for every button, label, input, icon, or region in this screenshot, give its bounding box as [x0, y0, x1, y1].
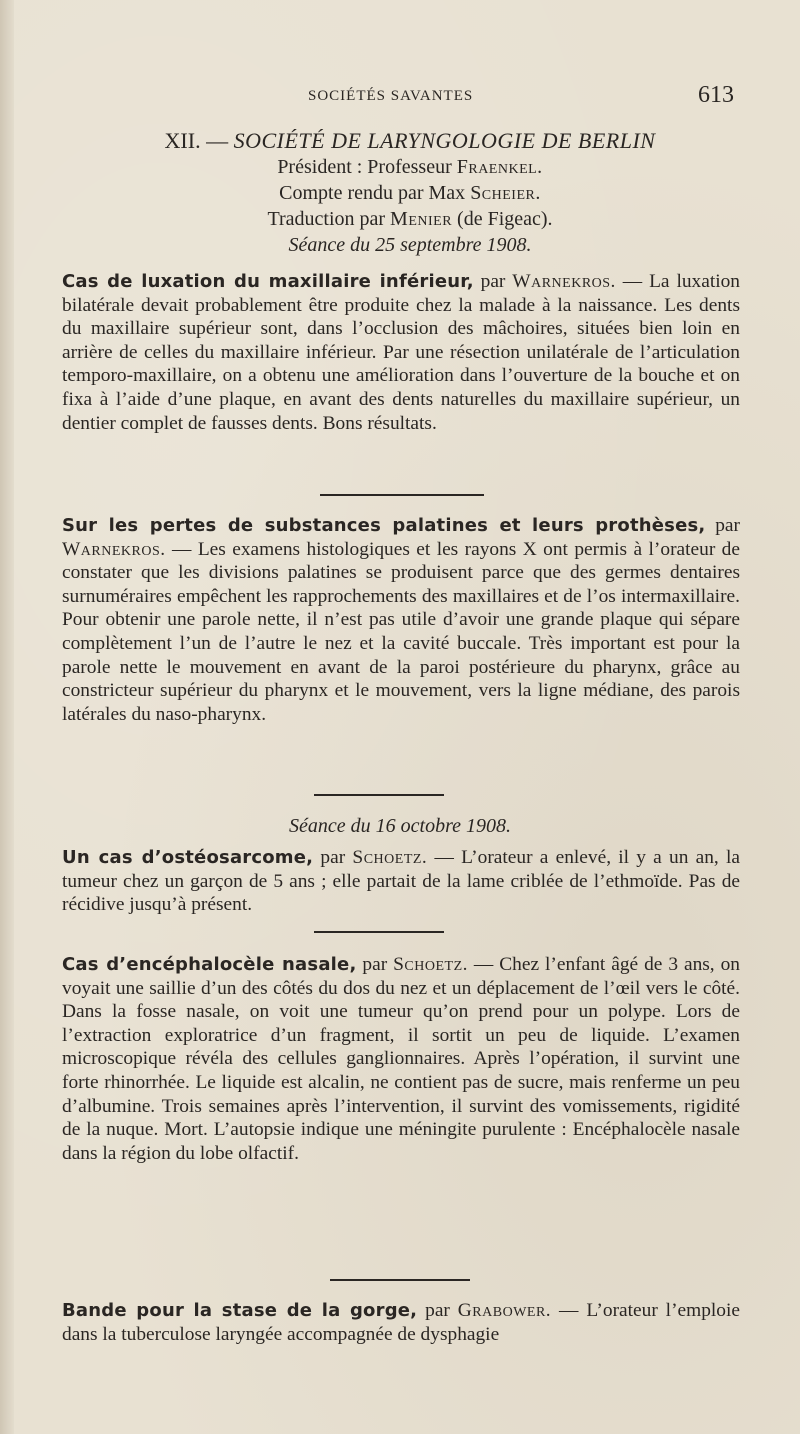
running-header — [0, 82, 800, 112]
section-name: SOCIÉTÉ DE LARYNGOLOGIE DE BERLIN — [233, 128, 656, 153]
compte-rendu-line — [60, 182, 760, 205]
paragraph-encephalocele — [62, 953, 740, 1165]
divider — [314, 931, 444, 933]
paragraph-title: Sur les pertes de substances palatines et leurs prothèses, — [62, 515, 706, 536]
compte-prefix: Compte rendu par Max — [279, 182, 471, 204]
paragraph-text: — Chez l’enfant âgé de 3 ans, on voyait une saillie d’un des côtés du dos du nez et un déplacement de l’œil vers le côté. Dans la fosse nasale, on voit une tumeur qu’on prend pour un polype. Lors de l’extraction exploratrice d’un fragment, il sortit un peu de liquide. L’examen microscopique révéla des cellules ganglionnaires. Après l’opération, il survint une forte rhinorrhée. Le liquide est alcalin, ne contient pas de sucre, mais renferme un peu d’albumine. Trois semaines après l’intervention, il survint des vomissements, rigidité de la nuque. Mort. L’autopsie indique une méningite purulente : Encéphalocèle nasale dans la région du lobe olfactif. — [62, 954, 740, 1164]
paragraph-title: Cas d’encéphalocèle nasale, — [62, 954, 357, 975]
paragraph-author: Schoetz. — [352, 847, 428, 868]
traduction-prefix: Traduction par — [267, 208, 391, 230]
traduction-line — [60, 208, 760, 231]
paragraph-title: Bande pour la stase de la gorge, — [62, 1300, 418, 1321]
page-gutter-shadow — [0, 0, 14, 1434]
paragraph-author: Warnekros. — [62, 538, 166, 560]
paragraph-by: par — [356, 954, 394, 975]
paragraph-by: par — [417, 1300, 458, 1321]
traduction-suffix: (de Figeac). — [452, 208, 553, 230]
divider — [320, 494, 484, 496]
paragraph-pertes-palatines — [62, 514, 740, 726]
paragraph-title: Cas de luxation du maxillaire inférieur, — [62, 271, 474, 292]
paragraph-osteosarcome — [62, 846, 740, 917]
paragraph-by: par — [473, 271, 513, 292]
seance-date-2: Séance du 16 octobre 1908. — [289, 815, 511, 837]
divider — [314, 794, 444, 796]
paragraph-text: — L’orateur a enlevé, il y a un an, la tumeur chez un garçon de 5 ans ; elle partait de la lame criblée de l’ethmoïde. Pas de récidive jusqu’à présent. — [62, 847, 740, 916]
paragraph-author: Warnekros. — [512, 271, 616, 292]
paragraph-title: Un cas d’ostéosarcome, — [62, 847, 314, 868]
president-prefix: Président : Professeur — [277, 156, 457, 178]
divider — [330, 1279, 470, 1281]
seance-date-1: Séance du 25 septembre 1908. — [288, 234, 532, 256]
paragraph-by: par — [705, 515, 740, 536]
paragraph-text: — Les examens histologiques et les rayons X ont permis à l’orateur de constater que les divisions palatines se produisent parce que des germes dentaires surnuméraires empêchent les rapprochements des maxillaires et de l’os intermaxillaire. Pour obtenir une parole nette, il n’est pas utile d’avoir une grande plaque qui sépare complètement l’un de l’autre le nez et la cavité buccale. Très important est pour la parole nette le mouvement en avant de la paroi postérieure du pharynx, grâce au constricteur supérieur du pharynx et le mouvement, vers la ligne médiane, des parois latérales du naso-pharynx. — [62, 538, 740, 725]
paragraph-author: Grabower. — [457, 1300, 552, 1321]
president-name: Fraenkel. — [456, 156, 543, 178]
section-heading — [60, 128, 760, 154]
paragraph-author: Schoetz. — [393, 954, 468, 975]
running-title: SOCIÉTÉS SAVANTES — [308, 88, 474, 104]
paragraph-text: — La luxation bilatérale devait probablement être produite chez la malade à la naissance. Les dents du maxillaire supérieur sont, dans l’occlusion des mâchoires, situées bien loin en arrière de celles du maxillaire inférieur. Par une résection unilatérale de l’articulation temporo-maxillaire, on a obtenu une amélioration dans l’ouverture de la bouche et on fixa à l’aide d’une plaque, en avant des dents naturelles du maxillaire supérieur, un dentier complet de fausses dents. Bons résultats. — [62, 271, 740, 434]
compte-name: Scheier. — [470, 182, 541, 204]
paragraph-luxation — [62, 270, 740, 435]
paragraph-bande-gorge — [62, 1299, 740, 1346]
section-number: XII. — — [164, 128, 234, 153]
paragraph-by: par — [313, 847, 353, 868]
president-line — [60, 156, 760, 179]
traduction-name: Menier — [390, 208, 453, 230]
paragraph-text: — L’orateur l’emploie dans la tuberculose laryngée accompagnée de dysphagie — [62, 1300, 740, 1345]
page-number: 613 — [698, 82, 734, 108]
